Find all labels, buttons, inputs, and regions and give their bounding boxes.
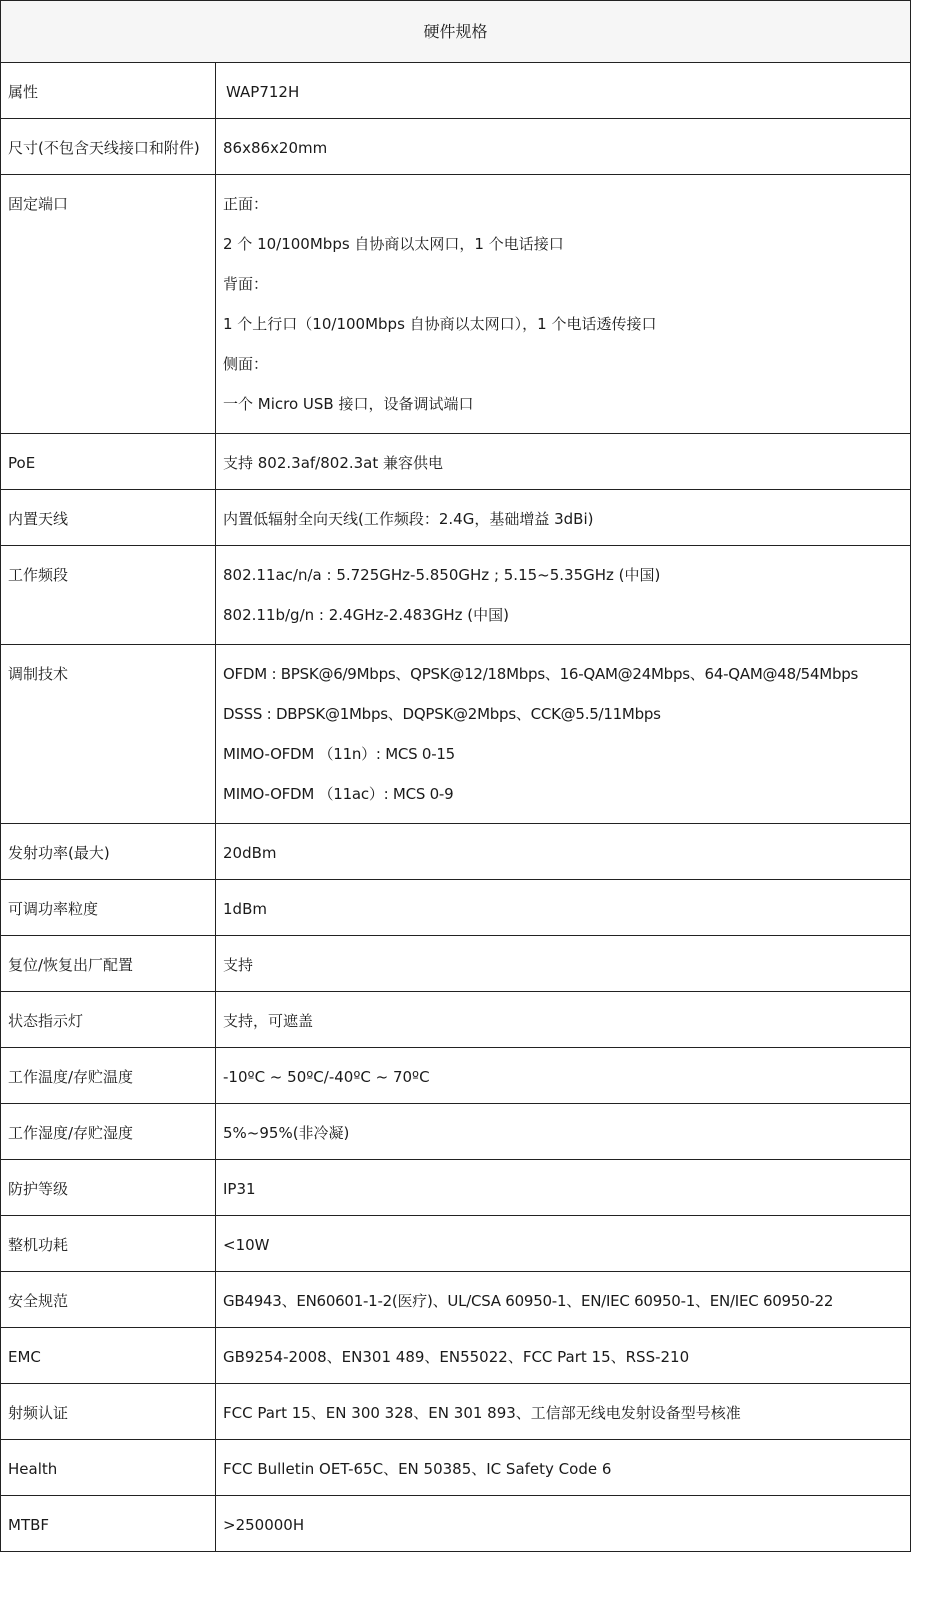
table-title: 硬件规格: [1, 1, 911, 63]
spec-key-cell: 复位/恢复出厂配置: [1, 936, 216, 992]
table-row: [1, 434, 911, 490]
spec-value-cell: [216, 1496, 911, 1552]
spec-value-line: 20dBm: [223, 844, 277, 862]
spec-value-cell: [216, 175, 911, 434]
spec-key-cell: 状态指示灯: [1, 992, 216, 1048]
table-row: [1, 1496, 911, 1552]
table-row: [1, 1272, 911, 1328]
spec-value-cell: [216, 936, 911, 992]
table-row: [1, 645, 911, 824]
spec-value-cell: [216, 992, 911, 1048]
spec-value-line: 86x86x20mm: [223, 139, 328, 157]
table-row: [1, 1104, 911, 1160]
spec-value-line: 支持: [223, 956, 254, 974]
spec-value-line: 背面：: [223, 275, 269, 293]
spec-key-cell: 内置天线: [1, 490, 216, 546]
spec-value-line: GB9254-2008、EN301 489、EN55022、FCC Part 15、RSS-210: [223, 1348, 690, 1366]
spec-key-cell: 固定端口: [1, 175, 216, 434]
spec-key-cell: 射频认证: [1, 1384, 216, 1440]
spec-key-cell: 属性: [1, 63, 216, 119]
spec-value-line: DSSS : DBPSK@1Mbps、DQPSK@2Mbps、CCK@5.5/11Mbps: [223, 705, 661, 723]
table-row: [1, 880, 911, 936]
spec-key-cell: Health: [1, 1440, 216, 1496]
spec-value-line: 802.11b/g/n : 2.4GHz-2.483GHz (中国): [223, 606, 509, 624]
spec-value-line: 内置低辐射全向天线(工作频段：2.4G，基础增益 3dBi): [223, 510, 594, 528]
spec-value-cell: [216, 1328, 911, 1384]
table-row: [1, 1384, 911, 1440]
spec-key-cell: 工作频段: [1, 546, 216, 645]
spec-value-line: 802.11ac/n/a : 5.725GHz-5.850GHz ; 5.15~5.35GHz (中国): [223, 566, 661, 584]
spec-key-cell: MTBF: [1, 1496, 216, 1552]
spec-value-line: -10ºC ~ 50ºC/-40ºC ~ 70ºC: [223, 1068, 430, 1086]
spec-value-cell: [216, 1160, 911, 1216]
spec-value-line: MIMO-OFDM （11ac）: MCS 0-9: [223, 785, 454, 803]
spec-value-line: OFDM : BPSK@6/9Mbps、QPSK@12/18Mbps、16-QAM@24Mbps、64-QAM@48/54Mbps: [223, 665, 859, 683]
spec-key-cell: 工作湿度/存贮湿度: [1, 1104, 216, 1160]
spec-value-cell: [216, 880, 911, 936]
table-row: [1, 546, 911, 645]
spec-value-line: <10W: [223, 1236, 270, 1254]
spec-value-line: 支持 802.3af/802.3at 兼容供电: [223, 454, 444, 472]
spec-value-line: 一个 Micro USB 接口，设备调试端口: [223, 395, 474, 413]
spec-value-line: 支持，可遮盖: [223, 1012, 314, 1030]
spec-key-cell: 可调功率粒度: [1, 880, 216, 936]
table-row: [1, 992, 911, 1048]
spec-key-cell: 整机功耗: [1, 1216, 216, 1272]
spec-value-line: 5%~95%(非冷凝): [223, 1124, 350, 1142]
spec-value-line: FCC Bulletin OET-65C、EN 50385、IC Safety Code 6: [223, 1460, 612, 1478]
spec-value-line: 1 个上行口（10/100Mbps 自协商以太网口），1 个电话透传接口: [223, 315, 657, 333]
spec-value-cell: [216, 1440, 911, 1496]
table-row: [1, 1048, 911, 1104]
spec-value-cell: [216, 434, 911, 490]
spec-value-line: 侧面：: [223, 355, 269, 373]
spec-key-cell: 安全规范: [1, 1272, 216, 1328]
table-row: [1, 119, 911, 175]
spec-value-cell: [216, 1104, 911, 1160]
table-title-row: [1, 1, 911, 63]
table-row: [1, 1440, 911, 1496]
table-row: [1, 1328, 911, 1384]
spec-value-line: 2 个 10/100Mbps 自协商以太网口，1 个电话接口: [223, 235, 564, 253]
spec-value-cell: [216, 645, 911, 824]
spec-value-line: FCC Part 15、EN 300 328、EN 301 893、工信部无线电发射设备型号核准: [223, 1404, 741, 1422]
spec-value-cell: [216, 824, 911, 880]
spec-value-line: MIMO-OFDM （11n）: MCS 0-15: [223, 745, 455, 763]
table-row: [1, 490, 911, 546]
spec-value-cell: [216, 490, 911, 546]
spec-value-cell: [216, 546, 911, 645]
spec-key-cell: 工作温度/存贮温度: [1, 1048, 216, 1104]
spec-value-line: GB4943、EN60601-1-2(医疗)、UL/CSA 60950-1、EN/IEC 60950-1、EN/IEC 60950-22: [223, 1292, 834, 1310]
spec-value-cell: [216, 1272, 911, 1328]
spec-value-cell: [216, 1384, 911, 1440]
table-row: [1, 1160, 911, 1216]
spec-value-line: IP31: [223, 1180, 256, 1198]
spec-key-cell: 防护等级: [1, 1160, 216, 1216]
spec-value-line: 正面：: [223, 195, 269, 213]
spec-table-body: [1, 63, 911, 1552]
table-row: [1, 175, 911, 434]
spec-value-cell: [216, 1216, 911, 1272]
spec-key-cell: 尺寸(不包含天线接口和附件): [1, 119, 216, 175]
table-row: [1, 936, 911, 992]
table-row: [1, 824, 911, 880]
spec-key-cell: PoE: [1, 434, 216, 490]
spec-value-cell: [216, 63, 911, 119]
spec-value-line: 1dBm: [223, 900, 267, 918]
spec-key-cell: 调制技术: [1, 645, 216, 824]
spec-key-cell: 发射功率(最大): [1, 824, 216, 880]
spec-value-line: WAP712H: [226, 83, 300, 101]
spec-key-cell: EMC: [1, 1328, 216, 1384]
table-row: [1, 63, 911, 119]
table-row: [1, 1216, 911, 1272]
spec-value-cell: [216, 1048, 911, 1104]
spec-value-line: >250000H: [223, 1516, 305, 1534]
spec-value-cell: [216, 119, 911, 175]
